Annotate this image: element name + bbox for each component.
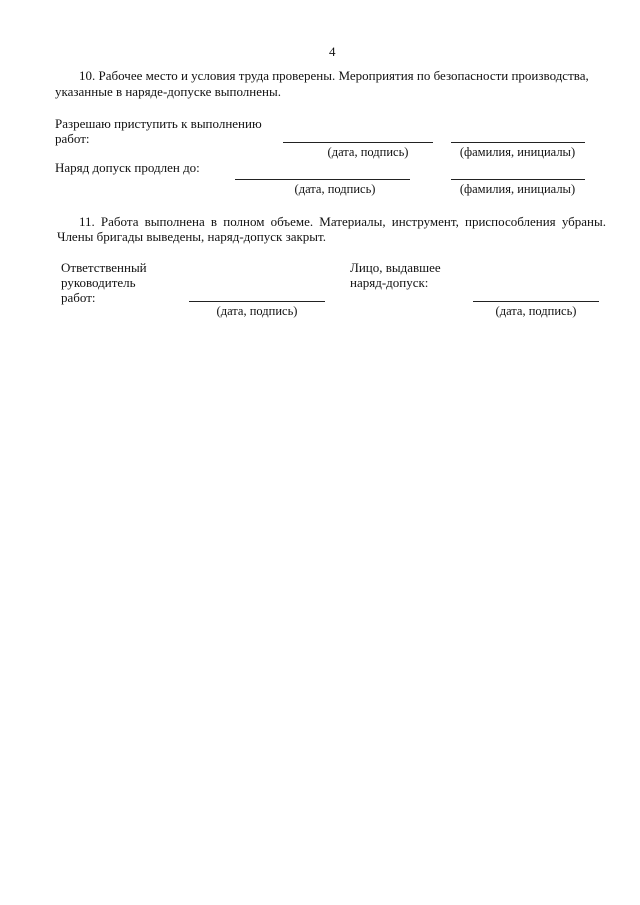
section-10-text-line2: указанные в наряде-допуске выполнены. — [55, 84, 281, 99]
extended-name-caption: (фамилия, инициалы) — [459, 182, 576, 196]
responsible-signature-line — [189, 301, 325, 302]
extended-date-sign-caption: (дата, подпись) — [294, 182, 376, 196]
responsible-label-line2: руководитель — [61, 275, 136, 290]
responsible-label-line3: работ: — [61, 290, 96, 305]
permit-label-line1: Разрешаю приступить к выполнению — [55, 116, 262, 131]
extended-label: Наряд допуск продлен до: — [55, 160, 200, 175]
permit-name-line — [451, 142, 585, 143]
issuer-label-line2: наряд-допуск: — [350, 275, 429, 290]
issuer-signature-caption: (дата, подпись) — [495, 304, 577, 318]
permit-name-caption: (фамилия, инициалы) — [459, 145, 576, 159]
permit-label-line2: работ: — [55, 131, 90, 146]
responsible-signature-caption: (дата, подпись) — [216, 304, 298, 318]
responsible-label-line1: Ответственный — [61, 260, 147, 275]
section-10-text-line1: 10. Рабочее место и условия труда проверены. Мероприятия по безопасности производства, — [79, 68, 589, 83]
permit-date-sign-line — [283, 142, 433, 143]
issuer-signature-line — [473, 301, 599, 302]
extended-date-sign-line — [235, 179, 410, 180]
page-number: 4 — [329, 44, 336, 59]
extended-name-line — [451, 179, 585, 180]
section-11-text-line2: Члены бригады выведены, наряд-допуск закрыт. — [57, 229, 326, 244]
issuer-label-line1: Лицо, выдавшее — [350, 260, 441, 275]
section-11-text-line1: 11. Работа выполнена в полном объеме. Материалы, инструмент, приспособления убраны. — [79, 214, 606, 229]
permit-date-sign-caption: (дата, подпись) — [327, 145, 409, 159]
